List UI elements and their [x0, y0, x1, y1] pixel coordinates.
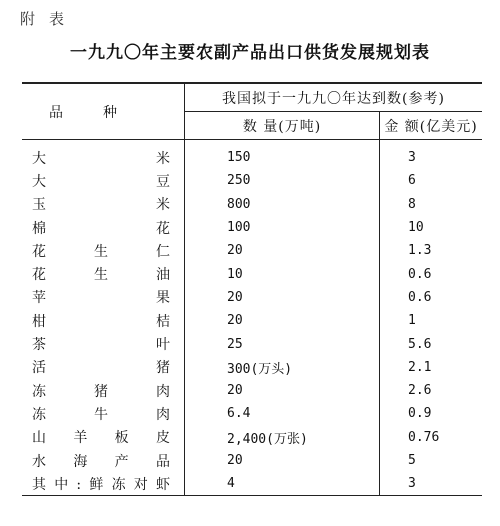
quantity-cell: 6.4	[185, 402, 380, 425]
table-row	[22, 356, 482, 379]
table-title: 一九九〇年主要农副产品出口供货发展规划表	[70, 43, 430, 63]
product-name-cell: 苹果	[22, 286, 185, 309]
amount-cell: 2.1	[408, 359, 432, 375]
table-row	[22, 193, 482, 216]
product-name-cell: 棉花	[22, 216, 185, 239]
amount-cell: 10	[408, 220, 424, 236]
table-row	[22, 332, 482, 355]
table-row	[22, 402, 482, 425]
quantity-cell: 2,400(万张)	[185, 426, 380, 449]
amount-cell: 0.9	[408, 406, 432, 422]
table-row	[22, 379, 482, 402]
product-name-cell: 花生油	[22, 262, 185, 285]
table-row	[22, 426, 482, 449]
amount-cell: 5.6	[408, 336, 432, 352]
table-body	[22, 140, 482, 496]
quantity-cell: 25	[185, 332, 380, 355]
quantity-cell: 100	[185, 216, 380, 239]
amount-cell: 8	[408, 196, 416, 212]
product-name-cell: 茶叶	[22, 332, 185, 355]
appendix-label: 附表	[20, 10, 79, 28]
table-header	[22, 83, 482, 140]
product-name-cell: 玉米	[22, 193, 185, 216]
quantity-cell: 20	[185, 286, 380, 309]
product-name-cell: 其中:鲜冻对虾	[22, 472, 185, 496]
table-row	[22, 169, 482, 192]
product-name-cell: 花生仁	[22, 239, 185, 262]
amount-cell: 6	[408, 173, 416, 189]
amount-cell: 5	[408, 453, 416, 468]
quantity-cell: 300(万头)	[185, 356, 380, 379]
table-row	[22, 309, 482, 332]
amount-cell: 2.6	[408, 383, 432, 399]
quantity-cell: 20	[185, 379, 380, 402]
quantity-cell: 4	[185, 472, 380, 496]
header-variety: 品种	[22, 83, 185, 140]
export-plan-table	[22, 82, 482, 496]
quantity-cell: 800	[185, 193, 380, 216]
quantity-cell: 150	[185, 140, 380, 170]
amount-cell: 0.6	[408, 289, 432, 305]
product-name-cell: 冻猪肉	[22, 379, 185, 402]
product-name-cell: 大豆	[22, 169, 185, 192]
table-row	[22, 472, 482, 496]
amount-cell: 3	[408, 150, 416, 166]
amount-cell: 0.76	[408, 429, 440, 445]
product-name-cell: 大米	[22, 140, 185, 170]
amount-cell: 1	[408, 313, 416, 329]
quantity-cell: 20	[185, 239, 380, 262]
amount-cell: 3	[380, 472, 483, 496]
amount-cell: 1.3	[408, 243, 432, 259]
table-row	[22, 239, 482, 262]
header-group-target-1990: 我国拟于一九九〇年达到数(参考)	[185, 83, 483, 112]
quantity-cell: 250	[185, 169, 380, 192]
product-name-cell: 柑桔	[22, 309, 185, 332]
product-name-cell: 山羊板皮	[22, 426, 185, 449]
table-row	[22, 262, 482, 285]
table-row	[22, 449, 482, 472]
table-row	[22, 140, 482, 170]
quantity-cell: 20	[185, 449, 380, 472]
product-name-cell: 水海产品	[22, 449, 185, 472]
quantity-cell: 10	[185, 262, 380, 285]
product-name-cell: 冻牛肉	[22, 402, 185, 425]
amount-cell: 0.6	[408, 266, 432, 282]
header-quantity: 数 量(万吨)	[185, 112, 380, 140]
quantity-cell: 20	[185, 309, 380, 332]
product-name-cell: 活猪	[22, 356, 185, 379]
table-row	[22, 216, 482, 239]
header-amount: 金 额(亿美元)	[384, 118, 478, 135]
table-row	[22, 286, 482, 309]
